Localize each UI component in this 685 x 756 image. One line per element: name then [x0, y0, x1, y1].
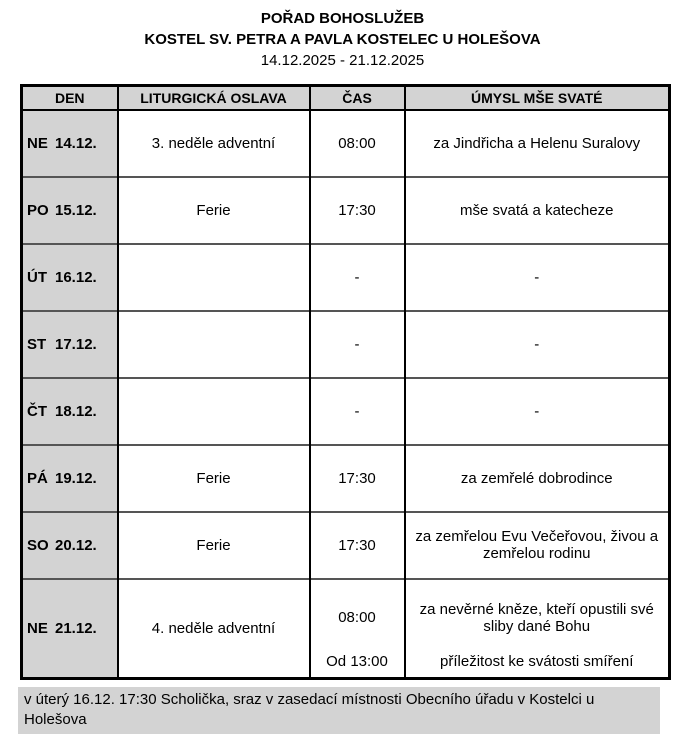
day-cell [22, 445, 118, 512]
time-value: 17:30 [338, 469, 376, 487]
day-abbr: ČT [27, 402, 47, 420]
intention-text: za zemřelé dobrodince [460, 469, 613, 487]
intention-stack [409, 470, 666, 487]
celebration-text: Ferie [196, 201, 231, 219]
celebration-text: Ferie [196, 469, 231, 487]
day-date: 18.12. [55, 402, 97, 420]
intention-cell [405, 311, 670, 378]
day-abbr: NE [27, 134, 48, 152]
celebration-text: 4. neděle adventní [151, 619, 276, 637]
day-date: 16.12. [55, 268, 97, 286]
intention-stack [409, 336, 666, 353]
table-row [22, 512, 670, 579]
intention-text: za nevěrné kněze, kteří opustili své sliby dané Bohu [419, 600, 654, 635]
intention-stack [409, 528, 666, 562]
day-cell [22, 512, 118, 579]
intention-cell [405, 445, 670, 512]
celebration-cell [118, 579, 310, 679]
intention-text: za Jindřicha a Helenu Suralovy [433, 134, 641, 152]
time-value: 17:30 [338, 201, 376, 219]
day-date: 20.12. [55, 536, 97, 554]
column-header-celebration: LITURGICKÁ OSLAVA [118, 86, 310, 110]
day-abbr: ÚT [27, 268, 47, 286]
celebration-cell [118, 311, 310, 378]
celebration-text: 3. neděle adventní [151, 134, 276, 152]
time-stack [311, 336, 404, 353]
time-stack [311, 135, 404, 152]
column-header-intention: ÚMYSL MŠE SVATÉ [405, 86, 670, 110]
intention-cell [405, 177, 670, 244]
time-value: - [354, 402, 360, 420]
day-cell [22, 311, 118, 378]
intention-stack [409, 202, 666, 219]
schedule-body [22, 110, 670, 679]
time-cell [310, 512, 405, 579]
table-row [22, 378, 670, 445]
celebration-cell [118, 512, 310, 579]
time-stack [311, 269, 404, 286]
day-cell [22, 177, 118, 244]
footer-note: v úterý 16.12. 17:30 Scholička, sraz v zasedací místnosti Obecního úřadu v Kostelci u Holešova [18, 687, 660, 734]
time-cell [310, 445, 405, 512]
time-cell [310, 244, 405, 311]
day-date: 17.12. [55, 335, 97, 353]
time-value-2: Od 13:00 [326, 653, 388, 671]
day-abbr: PO [27, 201, 49, 219]
day-cell [22, 579, 118, 679]
intention-text: - [534, 335, 540, 353]
table-row [22, 244, 670, 311]
time-stack [311, 537, 404, 554]
time-stack [311, 580, 404, 676]
date-range: 14.12.2025 - 21.12.2025 [260, 52, 425, 69]
table-row [22, 110, 670, 177]
intention-stack [409, 403, 666, 420]
intention-cell [405, 378, 670, 445]
intention-cell [405, 110, 670, 177]
time-value: 08:00 [338, 134, 376, 152]
intention-cell [405, 512, 670, 579]
time-value: 17:30 [338, 536, 376, 554]
document-header [0, 0, 685, 71]
intention-cell [405, 579, 670, 679]
time-cell [310, 378, 405, 445]
intention-text: za zemřelou Evu Večeřovou, živou a zemřelou rodinu [415, 528, 659, 562]
intention-text: - [534, 268, 540, 286]
time-stack [311, 470, 404, 487]
day-cell [22, 110, 118, 177]
intention-text: mše svatá a katecheze [460, 201, 614, 219]
intention-stack [409, 269, 666, 286]
table-row [22, 579, 670, 679]
time-cell [310, 311, 405, 378]
table-row [22, 177, 670, 244]
celebration-cell [118, 110, 310, 177]
day-cell [22, 244, 118, 311]
day-date: 21.12. [55, 619, 97, 637]
celebration-cell [118, 378, 310, 445]
column-header-day: DEN [22, 86, 118, 110]
table-header-row [22, 86, 670, 110]
time-stack [311, 403, 404, 420]
intention-stack [409, 580, 666, 676]
table-row [22, 311, 670, 378]
intention-text: - [534, 402, 540, 420]
document-title: POŘAD BOHOSLUŽEB [260, 10, 425, 27]
time-cell [310, 177, 405, 244]
day-abbr: SO [27, 536, 49, 554]
time-value: - [354, 335, 360, 353]
day-abbr: NE [27, 619, 48, 637]
time-value: - [354, 268, 360, 286]
table-row [22, 445, 670, 512]
intention-stack [409, 135, 666, 152]
column-header-time: ČAS [310, 86, 405, 110]
time-cell [310, 110, 405, 177]
day-cell [22, 378, 118, 445]
day-date: 14.12. [55, 134, 97, 152]
time-stack [311, 202, 404, 219]
day-date: 19.12. [55, 469, 97, 487]
celebration-cell [118, 177, 310, 244]
time-cell [310, 579, 405, 679]
day-abbr: PÁ [27, 469, 48, 487]
church-name: KOSTEL SV. PETRA A PAVLA KOSTELEC U HOLEŠOVA [144, 31, 541, 48]
intention-text-2: příležitost ke svátosti smíření [440, 653, 634, 671]
celebration-text: Ferie [196, 536, 231, 554]
day-date: 15.12. [55, 201, 97, 219]
time-value: 08:00 [338, 609, 376, 627]
celebration-cell [118, 244, 310, 311]
celebration-cell [118, 445, 310, 512]
schedule-table [20, 84, 671, 680]
day-abbr: ST [27, 335, 47, 353]
intention-cell [405, 244, 670, 311]
